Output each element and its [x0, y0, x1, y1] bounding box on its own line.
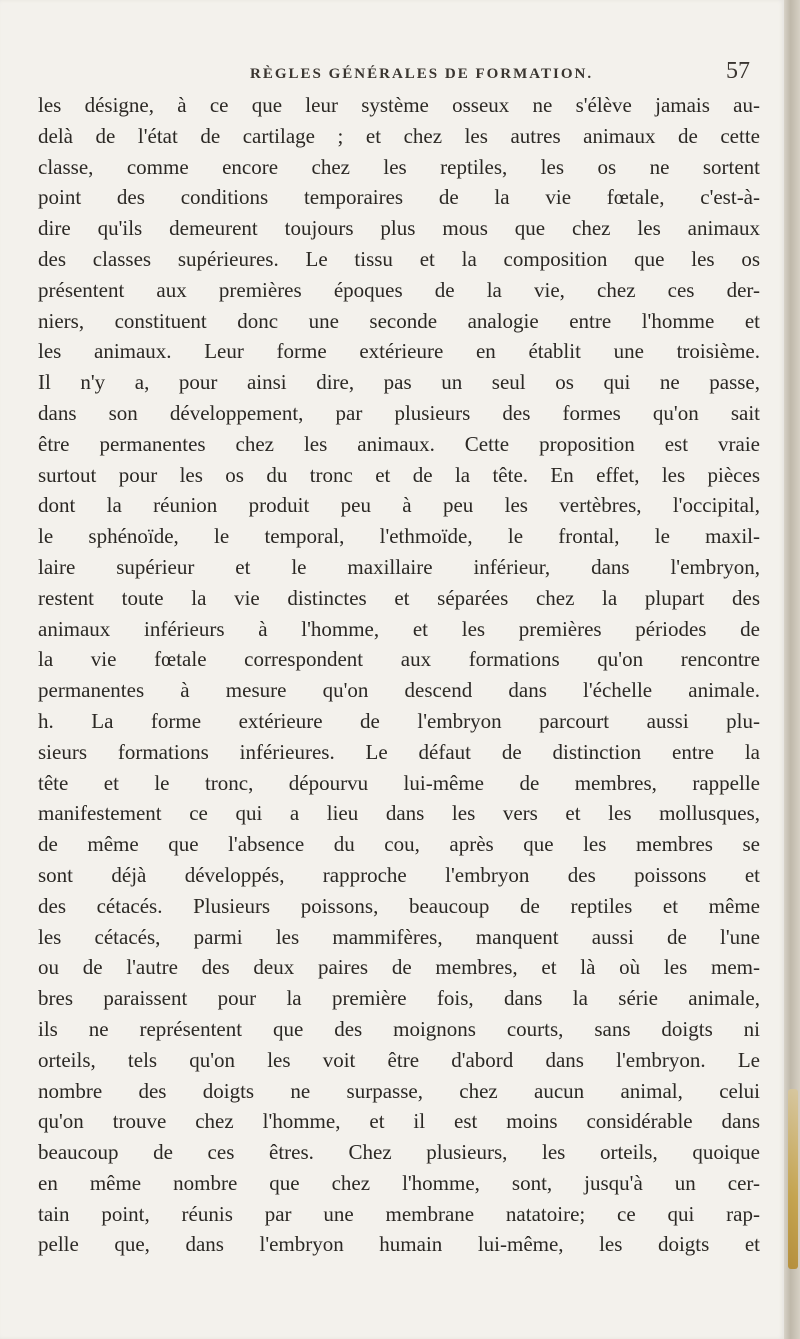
text-line: restent toute la vie distinctes et séparées chez la plupart des — [38, 585, 760, 610]
text-line: nombre des doigts ne surpasse, chez aucun animal, celui — [38, 1078, 760, 1103]
text-line: animaux inférieurs à l'homme, et les premières périodes de — [38, 616, 760, 641]
text-line: manifestement ce qui a lieu dans les vers et les mollusques, — [38, 801, 760, 826]
text-line: pelle que, dans l'embryon humain lui-même, les doigts et — [38, 1232, 760, 1257]
text-line: des classes supérieures. Le tissu et la composition que les os — [38, 246, 760, 271]
text-line: les désigne, à ce que leur système osseux ne s'élève jamais au- — [38, 93, 760, 117]
page-header — [0, 58, 784, 88]
text-line: bres paraissent pour la première fois, dans la série animale, — [38, 986, 760, 1011]
text-line: les cétacés, parmi les mammifères, manquent aussi de l'une — [38, 924, 760, 949]
text-line: point des conditions temporaires de la vie fœtale, c'est-à- — [38, 185, 760, 210]
text-line: tête et le tronc, dépourvu lui-même de membres, rappelle — [38, 770, 760, 795]
text-line: delà de l'état de cartilage ; et chez les autres animaux de cette — [38, 123, 760, 148]
text-line: laire supérieur et le maxillaire inférieur, dans l'embryon, — [38, 554, 760, 579]
text-line: la vie fœtale correspondent aux formations qu'on rencontre — [38, 647, 760, 672]
text-line: en même nombre que chez l'homme, sont, jusqu'à un cer- — [38, 1170, 760, 1195]
text-line: classe, comme encore chez les reptiles, les os ne sortent — [38, 154, 760, 179]
text-line: surtout pour les os du tronc et de la tête. En effet, les pièces — [38, 462, 760, 487]
text-line: orteils, tels qu'on les voit être d'abord dans l'embryon. Le — [38, 1047, 760, 1072]
text-line: les animaux. Leur forme extérieure en établit une troisième. — [38, 339, 760, 364]
text-line: h. La forme extérieure de l'embryon parcourt aussi plu- — [38, 708, 760, 733]
binding-mark — [788, 1089, 798, 1269]
text-line: le sphénoïde, le temporal, l'ethmoïde, le frontal, le maxil- — [38, 524, 760, 549]
text-line: ou de l'autre des deux paires de membres, et là où les mem- — [38, 955, 760, 980]
text-line: beaucoup de ces êtres. Chez plusieurs, les orteils, quoique — [38, 1140, 760, 1165]
text-line: qu'on trouve chez l'homme, et il est moins considérable dans — [38, 1109, 760, 1134]
text-line: niers, constituent donc une seconde analogie entre l'homme et — [38, 308, 760, 333]
page-number: 57 — [726, 58, 750, 84]
text-line: des cétacés. Plusieurs poissons, beaucoup de reptiles et même — [38, 893, 760, 918]
text-line: sieurs formations inférieures. Le défaut de distinction entre la — [38, 739, 760, 764]
text-line: sont déjà développés, rapproche l'embryon des poissons et — [38, 862, 760, 887]
text-line: dont la réunion produit peu à peu les vertèbres, l'occipital, — [38, 493, 760, 518]
text-line: présentent aux premières époques de la vie, chez ces der- — [38, 277, 760, 302]
text-line: dire qu'ils demeurent toujours plus mous que chez les animaux — [38, 216, 760, 241]
text-line: de même que l'absence du cou, après que les membres se — [38, 832, 760, 857]
text-line: Il n'y a, pour ainsi dire, pas un seul os qui ne passe, — [38, 370, 760, 395]
text-line: être permanentes chez les animaux. Cette proposition est vraie — [38, 431, 760, 456]
running-title: RÈGLES GÉNÉRALES DE FORMATION. — [250, 66, 594, 82]
text-line: permanentes à mesure qu'on descend dans l'échelle animale. — [38, 678, 760, 703]
text-line: tain point, réunis par une membrane natatoire; ce qui rap- — [38, 1201, 760, 1226]
page-fore-edge — [784, 0, 800, 1339]
body-text — [38, 90, 760, 1260]
text-line: dans son développement, par plusieurs des formes qu'on sait — [38, 400, 760, 425]
text-line: ils ne représentent que des moignons courts, sans doigts ni — [38, 1016, 760, 1041]
